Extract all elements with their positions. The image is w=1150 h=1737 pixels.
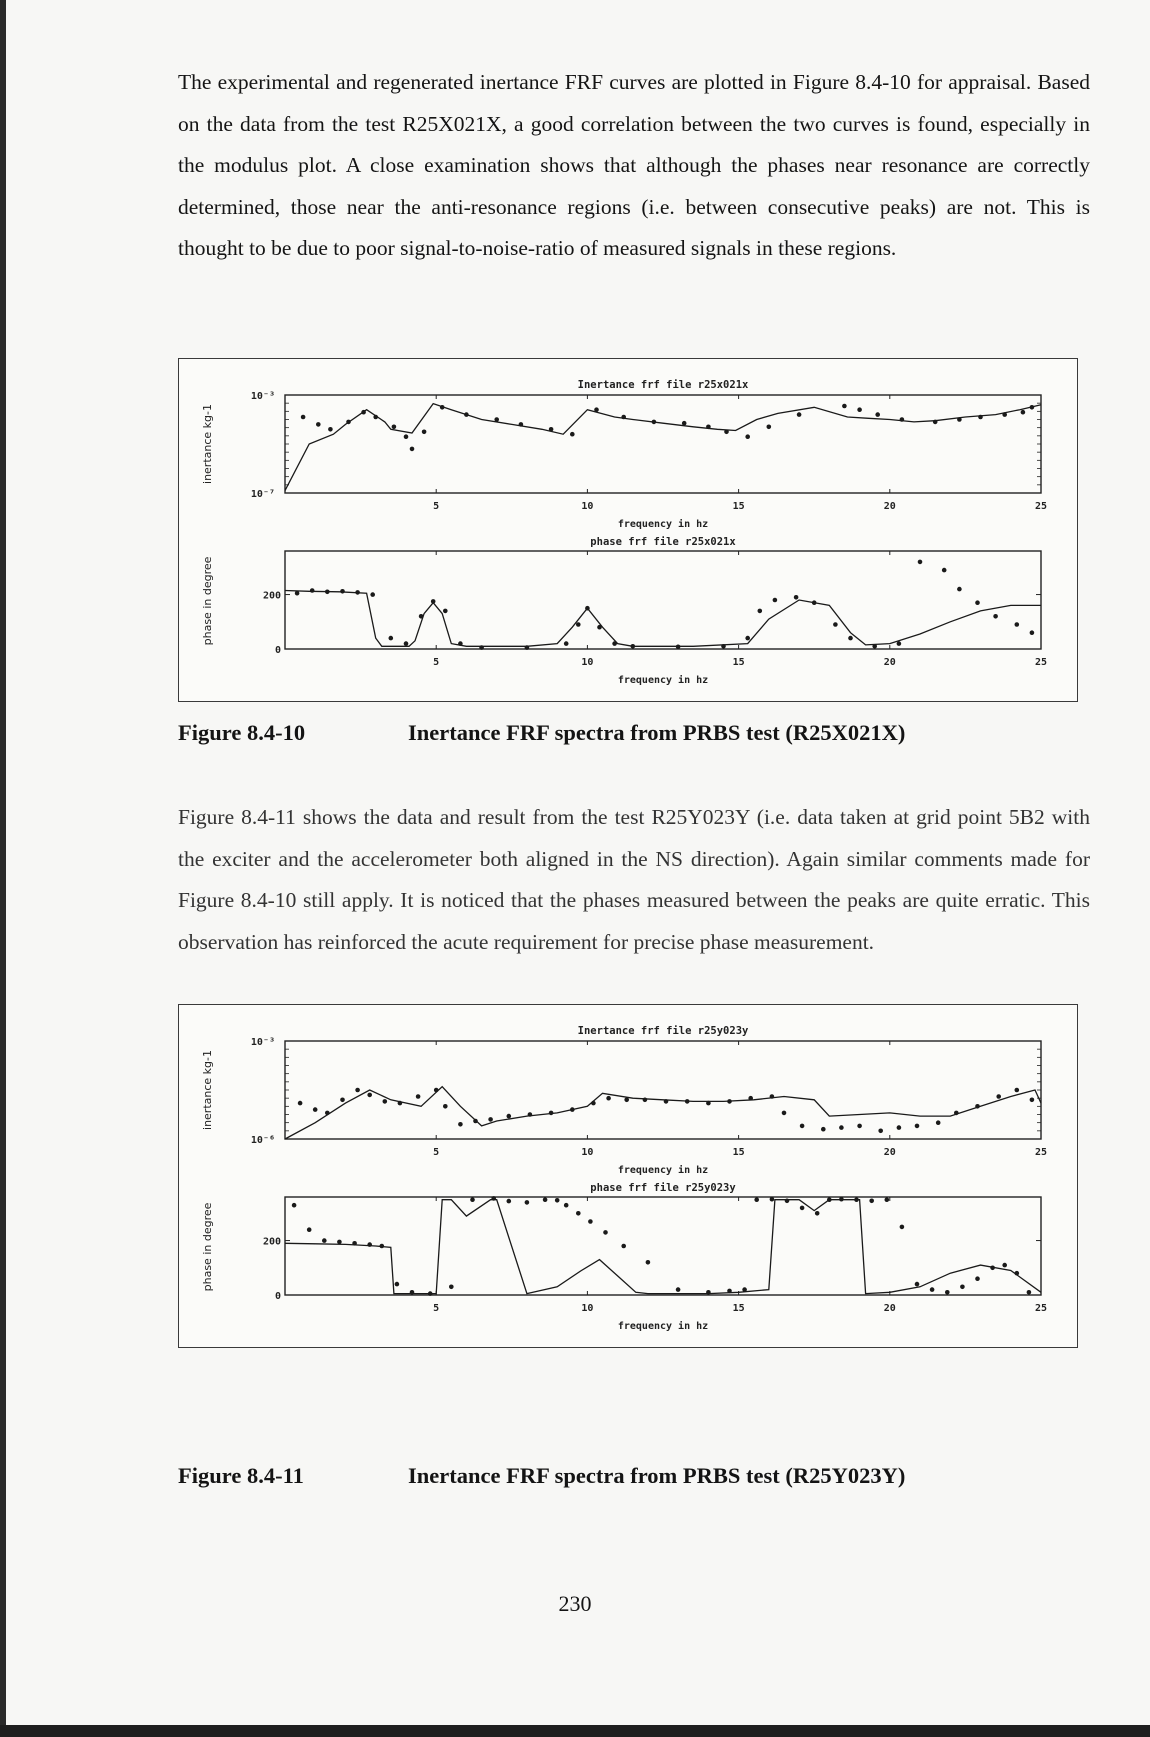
fig1-phase-measured-point — [773, 598, 778, 603]
fig2-phase-measured-point — [915, 1282, 920, 1287]
fig2-modulus-x-tick-label: 10 — [581, 1147, 594, 1158]
figure-caption-2 — [178, 1459, 1090, 1495]
fig2-modulus-measured-point — [398, 1101, 403, 1106]
fig2-phase-measured-point — [576, 1211, 581, 1216]
fig1-modulus-measured-point — [301, 415, 306, 420]
fig2-phase-measured-point — [292, 1203, 297, 1208]
fig2-modulus-measured-point — [770, 1094, 775, 1099]
fig1-modulus-measured-point — [404, 434, 409, 439]
fig1-phase-x-label: frequency in hz — [617, 675, 709, 686]
fig2-phase-measured-point — [555, 1198, 560, 1203]
fig1-modulus-measured-point — [652, 420, 657, 425]
fig1-phase-measured-point — [612, 641, 617, 646]
fig1-modulus-x-tick-label: 5 — [433, 501, 440, 512]
fig2-modulus-x-tick-label: 25 — [1034, 1147, 1048, 1158]
fig1-modulus-axes-box — [285, 395, 1041, 493]
fig1-phase-x-tick-label: 25 — [1034, 657, 1048, 668]
fig2-modulus-measured-point — [685, 1099, 690, 1104]
fig2-modulus-measured-point — [591, 1101, 596, 1106]
fig1-modulus-x-tick-label: 15 — [732, 501, 745, 512]
fig1-modulus-measured-point — [373, 415, 378, 420]
fig2-phase-measured-point — [975, 1276, 980, 1281]
fig2-phase-measured-point — [815, 1211, 820, 1216]
fig1-phase-measured-point — [942, 568, 947, 573]
fig2-modulus-measured-point — [996, 1094, 1001, 1099]
fig1-phase-measured-point — [631, 644, 636, 649]
fig2-phase-x-tick-label: 15 — [732, 1303, 745, 1314]
fig2-phase-measured-point — [621, 1244, 626, 1249]
fig2-modulus-measured-point — [488, 1117, 493, 1122]
caption-text: Inertance FRF spectra from PRBS test (R25Y023Y) — [408, 1463, 906, 1488]
fig1-modulus-y-tick-label: 10⁻⁷ — [250, 489, 275, 500]
fig1-modulus-measured-point — [410, 447, 415, 452]
fig1-modulus-measured-point — [957, 417, 962, 422]
fig2-phase-y-label: phase in degree — [201, 1202, 214, 1292]
fig1-modulus-measured-point — [857, 407, 862, 412]
fig1-modulus-measured-point — [549, 427, 554, 432]
figure-8-4-11-frame — [178, 1004, 1078, 1348]
fig2-phase-measured-point — [727, 1289, 732, 1294]
fig1-phase-x-tick-label: 10 — [581, 657, 594, 668]
fig2-modulus-measured-point — [434, 1088, 439, 1093]
fig2-modulus-measured-point — [606, 1096, 611, 1101]
fig1-modulus-measured-point — [422, 430, 427, 435]
fig2-modulus-measured-point — [897, 1125, 902, 1130]
fig2-phase-measured-point — [507, 1199, 512, 1204]
fig2-phase-measured-point — [854, 1197, 859, 1202]
fig1-phase-measured-point — [758, 609, 763, 614]
fig2-phase-measured-point — [410, 1290, 415, 1295]
fig2-phase-measured-point — [525, 1200, 530, 1205]
fig1-modulus-measured-point — [519, 422, 524, 427]
fig1-phase-measured-point — [897, 641, 902, 646]
caption-number: Figure 8.4-10 — [178, 720, 306, 745]
fig1-phase-measured-point — [389, 636, 394, 641]
fig2-phase-measured-point — [1015, 1271, 1020, 1276]
fig1-modulus-measured-point — [1021, 410, 1026, 415]
fig2-phase-measured-point — [646, 1260, 651, 1265]
fig2-phase-measured-point — [470, 1197, 475, 1202]
fig2-modulus-title: Inertance frf file r25y023y — [577, 1025, 749, 1037]
fig1-phase-title: phase frf file r25x021x — [590, 536, 736, 548]
fig2-modulus-measured-point — [664, 1099, 669, 1104]
fig2-modulus-measured-point — [727, 1099, 732, 1104]
fig1-modulus-measured-point — [570, 432, 575, 437]
scan-bottom-edge — [0, 1725, 1150, 1737]
fig1-phase-measured-point — [310, 588, 315, 593]
fig2-modulus-measured-point — [340, 1098, 345, 1103]
fig1-phase-measured-point — [585, 606, 590, 611]
fig2-phase-measured-point — [367, 1242, 372, 1247]
fig1-modulus-measured-point — [682, 421, 687, 426]
fig1-phase-measured-point — [404, 641, 409, 646]
fig1-phase-y-tick-label: 200 — [262, 590, 281, 602]
fig1-phase-measured-point — [564, 641, 569, 646]
fig2-phase-x-tick-label: 20 — [883, 1303, 896, 1314]
fig1-modulus-measured-point — [392, 425, 397, 430]
fig2-modulus-measured-point — [507, 1114, 512, 1119]
fig2-modulus-x-tick-label: 5 — [433, 1147, 440, 1158]
fig2-phase-measured-point — [960, 1285, 965, 1290]
fig2-modulus-measured-point — [325, 1111, 330, 1116]
fig1-phase-measured-point — [918, 560, 923, 565]
fig2-modulus-regenerated-curve — [285, 1087, 1041, 1139]
fig1-modulus-measured-point — [978, 415, 983, 420]
fig2-modulus-measured-point — [782, 1111, 787, 1116]
fig2-phase-measured-point — [352, 1241, 357, 1246]
fig1-modulus-measured-point — [440, 405, 445, 410]
fig1-modulus-measured-point — [767, 425, 772, 430]
fig2-phase-x-tick-label: 25 — [1034, 1303, 1048, 1314]
fig1-modulus-measured-point — [797, 412, 802, 417]
fig1-modulus-measured-point — [745, 434, 750, 439]
figure-8-4-11-plots — [179, 1005, 1077, 1347]
fig2-modulus-measured-point — [383, 1099, 388, 1104]
fig2-phase-measured-point — [543, 1197, 548, 1202]
fig2-phase-measured-point — [1002, 1263, 1007, 1268]
fig2-phase-measured-point — [770, 1197, 775, 1202]
fig2-modulus-x-label: frequency in hz — [617, 1165, 709, 1176]
fig1-modulus-y-tick-label: 10⁻³ — [250, 391, 275, 402]
fig1-modulus-x-tick-label: 10 — [581, 501, 594, 512]
fig2-modulus-measured-point — [367, 1093, 372, 1098]
fig1-phase-measured-point — [479, 645, 484, 650]
fig2-phase-measured-point — [603, 1230, 608, 1235]
fig1-phase-measured-point — [833, 622, 838, 627]
fig1-modulus-y-label: inertance kg-1 — [201, 404, 214, 484]
fig2-phase-measured-point — [307, 1227, 312, 1232]
body-paragraph-2: Figure 8.4-11 shows the data and result from the test R25Y023Y (i.e. data taken at grid point 5B2 with the exciter and the accelerometer both aligned in the NS direction). Again similar comments made for Figure 8.4-10 still apply. It is noticed that the phases measured between the peaks are quite erratic. This observation has reinforced the acute requirement for precise phase measurement. — [178, 805, 1090, 954]
fig2-phase-axes-box — [285, 1197, 1041, 1295]
fig1-phase-measured-point — [370, 592, 375, 597]
fig1-phase-x-tick-label: 20 — [883, 657, 896, 668]
fig1-phase-measured-point — [1015, 622, 1020, 627]
fig2-phase-measured-point — [491, 1196, 496, 1201]
fig2-modulus-x-tick-label: 15 — [732, 1147, 745, 1158]
fig2-modulus-measured-point — [975, 1104, 980, 1109]
fig2-phase-measured-point — [1027, 1290, 1032, 1295]
fig1-phase-measured-point — [419, 614, 424, 619]
fig2-phase-measured-point — [588, 1219, 593, 1224]
fig2-modulus-measured-point — [313, 1107, 318, 1112]
fig2-modulus-measured-point — [443, 1104, 448, 1109]
fig1-phase-measured-point — [957, 587, 962, 592]
fig1-modulus-measured-point — [1030, 405, 1035, 410]
fig2-modulus-measured-point — [458, 1122, 463, 1127]
fig2-phase-measured-point — [839, 1197, 844, 1202]
fig1-phase-x-tick-label: 15 — [732, 657, 745, 668]
fig2-phase-measured-point — [900, 1225, 905, 1230]
fig2-modulus-measured-point — [643, 1098, 648, 1103]
fig1-phase-measured-point — [721, 644, 726, 649]
fig2-phase-measured-point — [676, 1287, 681, 1292]
fig1-phase-measured-point — [355, 590, 360, 595]
fig1-modulus-measured-point — [316, 422, 321, 427]
fig1-modulus-measured-point — [875, 412, 880, 417]
fig1-modulus-measured-point — [494, 417, 499, 422]
fig2-modulus-measured-point — [549, 1111, 554, 1116]
fig2-modulus-measured-point — [857, 1124, 862, 1129]
fig1-modulus-measured-point — [933, 420, 938, 425]
fig2-modulus-measured-point — [298, 1101, 303, 1106]
fig2-modulus-x-tick-label: 20 — [883, 1147, 896, 1158]
fig2-modulus-measured-point — [416, 1094, 421, 1099]
fig2-modulus-measured-point — [570, 1107, 575, 1112]
body-paragraph-1: The experimental and regenerated inertance FRF curves are plotted in Figure 8.4-10 for appraisal. Based on the data from the test R25X021X, a good correlation between the two curves is found, especially in the modulus plot. A close examination shows that although the phases near resonance are correctly determined, those near the anti-resonance regions (i.e. between consecutive peaks) are not. This is thought to be due to poor signal-to-noise-ratio of measured signals in these regions. — [178, 70, 1090, 260]
fig1-phase-measured-point — [340, 589, 345, 594]
fig2-phase-x-tick-label: 10 — [581, 1303, 594, 1314]
fig2-phase-measured-point — [337, 1240, 342, 1245]
fig2-modulus-measured-point — [473, 1119, 478, 1124]
fig2-modulus-measured-point — [839, 1125, 844, 1130]
caption-text: Inertance FRF spectra from PRBS test (R25X021X) — [408, 720, 906, 745]
fig2-phase-measured-point — [564, 1203, 569, 1208]
fig1-modulus-measured-point — [706, 425, 711, 430]
fig2-phase-measured-point — [990, 1266, 995, 1271]
fig2-modulus-measured-point — [915, 1124, 920, 1129]
fig1-modulus-x-tick-label: 25 — [1034, 501, 1048, 512]
fig1-modulus-measured-point — [328, 427, 333, 432]
fig2-modulus-y-tick-label: 10⁻³ — [250, 1037, 275, 1048]
fig1-phase-y-label: phase in degree — [201, 556, 214, 646]
fig2-phase-measured-point — [322, 1238, 327, 1243]
fig2-modulus-measured-point — [821, 1127, 826, 1132]
fig1-phase-measured-point — [794, 595, 799, 600]
fig1-phase-measured-point — [975, 600, 980, 605]
fig1-phase-measured-point — [325, 590, 330, 595]
fig1-modulus-measured-point — [464, 412, 469, 417]
fig1-phase-measured-point — [812, 600, 817, 605]
fig2-phase-title: phase frf file r25y023y — [590, 1182, 736, 1194]
fig1-phase-x-tick-label: 5 — [433, 657, 440, 668]
fig2-phase-measured-point — [885, 1197, 890, 1202]
fig2-phase-measured-point — [754, 1197, 759, 1202]
fig1-modulus-measured-point — [900, 417, 905, 422]
fig2-modulus-measured-point — [355, 1088, 360, 1093]
page-number: 230 — [558, 1591, 592, 1616]
fig2-modulus-y-tick-label: 10⁻⁶ — [250, 1135, 275, 1146]
fig1-modulus-measured-point — [842, 404, 847, 409]
fig2-phase-measured-point — [800, 1206, 805, 1211]
fig2-phase-measured-point — [742, 1287, 747, 1292]
fig2-phase-measured-point — [827, 1197, 832, 1202]
fig1-phase-measured-point — [848, 636, 853, 641]
fig1-phase-measured-point — [443, 609, 448, 614]
figure-8-4-10-frame — [178, 358, 1078, 702]
fig1-modulus-measured-point — [621, 415, 626, 420]
fig2-phase-y-tick-label: 0 — [274, 1291, 281, 1302]
fig1-modulus-measured-point — [346, 420, 351, 425]
fig1-phase-measured-point — [993, 614, 998, 619]
fig1-modulus-measured-point — [594, 407, 599, 412]
fig2-modulus-measured-point — [706, 1101, 711, 1106]
fig2-phase-measured-point — [945, 1290, 950, 1295]
fig2-modulus-measured-point — [1030, 1098, 1035, 1103]
fig1-phase-axes-box — [285, 551, 1041, 649]
fig2-modulus-measured-point — [954, 1111, 959, 1116]
fig1-phase-measured-point — [872, 644, 877, 649]
fig2-phase-measured-point — [449, 1285, 454, 1290]
fig1-phase-measured-point — [576, 622, 581, 627]
scan-left-edge — [0, 0, 6, 1737]
fig1-phase-measured-point — [745, 636, 750, 641]
fig2-phase-x-tick-label: 5 — [433, 1303, 440, 1314]
fig1-modulus-title: Inertance frf file r25x021x — [577, 379, 749, 391]
fig1-phase-measured-point — [1030, 630, 1035, 635]
fig2-phase-measured-point — [785, 1199, 790, 1204]
fig1-phase-measured-point — [597, 625, 602, 630]
fig2-modulus-measured-point — [748, 1096, 753, 1101]
figure-caption-1 — [178, 716, 1090, 752]
fig2-modulus-measured-point — [800, 1124, 805, 1129]
fig2-phase-regenerated-curve — [285, 1200, 1041, 1294]
figure-8-4-10-plots — [179, 359, 1077, 701]
fig1-modulus-x-label: frequency in hz — [617, 519, 709, 530]
fig2-modulus-measured-point — [1015, 1088, 1020, 1093]
fig1-modulus-measured-point — [1002, 412, 1007, 417]
fig2-modulus-axes-box — [285, 1041, 1041, 1139]
fig2-phase-measured-point — [869, 1199, 874, 1204]
fig2-phase-measured-point — [395, 1282, 400, 1287]
fig2-modulus-y-label: inertance kg-1 — [201, 1050, 214, 1130]
fig1-modulus-measured-point — [724, 430, 729, 435]
caption-number: Figure 8.4-11 — [178, 1463, 304, 1488]
fig1-phase-regenerated-curve — [285, 591, 1041, 647]
fig1-modulus-regenerated-curve — [285, 404, 1041, 491]
fig2-modulus-measured-point — [624, 1098, 629, 1103]
fig2-phase-measured-point — [706, 1290, 711, 1295]
fig2-modulus-measured-point — [528, 1112, 533, 1117]
fig1-modulus-measured-point — [361, 410, 366, 415]
fig1-phase-measured-point — [458, 641, 463, 646]
fig1-phase-measured-point — [676, 645, 681, 650]
fig1-phase-measured-point — [525, 645, 530, 650]
fig2-phase-measured-point — [428, 1291, 433, 1296]
fig2-modulus-measured-point — [878, 1129, 883, 1134]
fig1-phase-y-tick-label: 0 — [274, 645, 281, 656]
fig2-modulus-measured-point — [936, 1120, 941, 1125]
fig2-phase-x-label: frequency in hz — [617, 1321, 709, 1332]
fig2-phase-y-tick-label: 200 — [262, 1236, 281, 1248]
fig1-modulus-x-tick-label: 20 — [883, 501, 896, 512]
fig2-phase-measured-point — [380, 1244, 385, 1249]
fig2-phase-measured-point — [930, 1287, 935, 1292]
fig1-phase-measured-point — [431, 599, 436, 604]
fig1-phase-measured-point — [295, 591, 300, 596]
